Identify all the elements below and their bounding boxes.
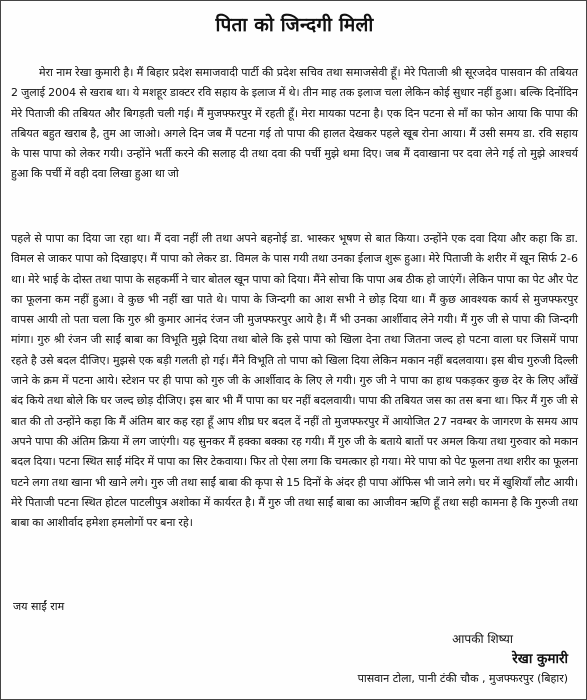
signature-label: आपकी शिष्या <box>452 632 513 646</box>
signature-address: पासवान टोला, पानी टंकी चौक , मुजफ्फरपुर (बिहार) <box>357 672 568 685</box>
document-title: पिता को जिन्दगी मिली <box>215 14 374 36</box>
paragraph-intro: मेरा नाम रेखा कुमारी है। मैं बिहार प्रदेश समाजवादी पार्टी की प्रदेश सचिव तथा समाजसेवी हूँ। मेरे पिताजी श्री सूरजदेव पासवान की तबियत 2 जुलाई 2004 से खराब था। ये मशहूर डाक्टर रवि सहाय के इलाज में थे। तीन माह तक इलाज चला लेकिन कोई सुधार नहीं हुआ। बल्कि दिनोंदिन मेरे पिताजी की तबियत और बिगड़ती चली गई। मैं मुजफ्फरपुर में रहती हूँ। मेरा मायका पटना है। एक दिन पटना से माँ का फोन आया कि पापा की तबियत बहुत खराब है, तुम आ जाओ। अगले दिन जब मैं पटना गई तो पापा की हालत देखकर पहले खूब रोना आया। मैं उसी समय डा. रवि सहाय के पास पापा को लेकर गयी। उन्होंने भर्ती करने की सलाह दी तथा दवा की पर्ची मुझे थमा दिए। जब मैं दवाखाना पर दवा लेने गई तो मुझे आश्चर्य हुआ कि पर्ची में वही दवा लिखा हुआ था जो <box>11 66 578 181</box>
closing-salutation: जय साईं राम <box>13 600 65 613</box>
paragraph-main: पहले से पापा का दिया जा रहा था। मैं दवा नहीं ली तथा अपने बहनोई डा. भास्कर भूषण से बात किया। उन्होंने एक दवा दिया और कहा कि डा. विमल से जाकर पापा को दिखाइए। मैं पापा को लेकर डा. विमल के पास गयी तथा उनका ईलाज शुरू हुआ। मेरे पिताजी के शरीर में खून सिर्फ 2-6 था। मेरे भाई के दोस्त तथा पापा के सहकर्मी ने चार बोतल खून पापा को दिया। मैंने सोचा कि पापा अब ठीक हो जाएंगें। लेकिन पापा का पेट और पेट का फूलना कम नहीं हुआ। वे कुछ भी नहीं खा पाते थे। पापा के जिन्दगी का आश सभी ने छोड़ दिया था। मैं कुछ आवश्यक कार्य से मुजफ्फरपुर वापस आयी तो पता चला कि गुरु श्री कुमार आनंद रंजन जी मुजफ्फरपुर आये है। मैं भी उनका आर्शीवाद लेने गयी। मैं गुरु जी से पापा की जिन्दगी मांगा। गुरु श्री रंजन जी साईं बाबा का विभूति मुझे दिया तथा बोले कि इसे पापा को खिला देना तथा जितना जल्द हो पटना वाला घर जिसमें पापा रहते है उसे बदल दीजिए। मुझसे एक बड़ी गलती हो गई। मैंने विभूति तो पापा को खिला दिया लेकिन मकान नहीं बदलवाया। इस बीच गुरुजी दिल्ली जाने के क्रम में पटना आये। स्टेशन पर ही पापा को गुरु जी के आर्शीवाद के लिए ले गयी। गुरु जी ने पापा का हाथ पकड़कर कुछ देर के लिए आँखें बंद किये तथा बोले कि घर जल्द छोड़ दीजिए। इस बार भी मैं पापा का घर नहीं बदलवायी। पापा की तबियत जस का तस बना था। फिर मैं गुरु जी से बात की तो उन्होंने कहा कि मैं अंतिम बार कह रहा हूँ आप शीघ्र घर बदल दें नहीं तो मुजफ्फरपुर में आयोजित 27 नवम्बर के जागरण के समय आप अपने पापा की अंतिम क्रिया में लग जाएंगी। यह सुनकर मैं हक्का बक्का रह गयी। मैं गुरु जी के बताये बातों पर अमल किया तथा गुरुवार को मकान बदल दिया। पटना स्थित साईं मंदिर में पापा का सिर टेकवाया। फिर तो ऐसा लगा कि चमत्कार हो गया। मेरे पापा को पेट फूलना तथा शरीर का फूलना घटने लगा तथा खाना भी खाने लगे। गुरु जी तथा साईं बाबा की कृपा से 15 दिनों के अंदर ही पापा ऑफिस भी जाने लगे। घर में खुशियाँ लौट आयी। मेरे पिताजी पटना स्थित होटल पाटलीपुत्र अशोका में कार्यरत है। मैं गुरु जी तथा साईं बाबा का आजीवन ऋणि हूँ तथा सही कामना है कि गुरुजी तथा बाबा का आशीर्वाद हमेशा हमलोगों पर बना रहे। <box>11 232 578 530</box>
signature-block <box>358 629 568 689</box>
signature-name: रेखा कुमारी <box>512 651 568 667</box>
